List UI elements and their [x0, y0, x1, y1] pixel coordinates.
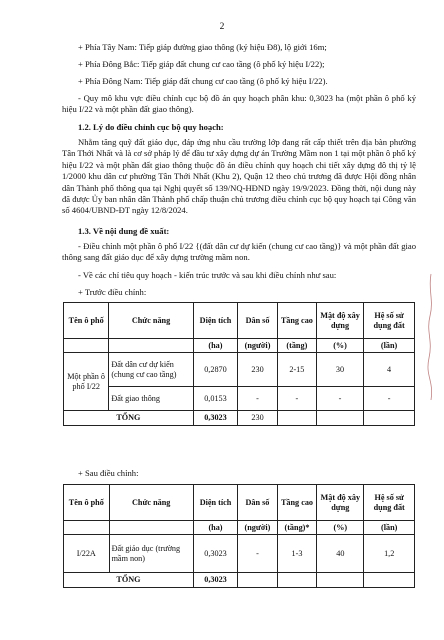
th-far: Hệ số sử dụng đất — [364, 485, 415, 521]
unit-far: (lần) — [364, 339, 415, 353]
cell-floors: 2-15 — [277, 353, 316, 387]
margin-signature-icon — [424, 270, 438, 420]
cell-block: I/22A — [64, 535, 110, 573]
table-total-row — [64, 573, 415, 588]
table-total-row — [64, 411, 415, 426]
cell-density: - — [316, 387, 363, 411]
cell-total-population: 230 — [238, 411, 278, 426]
cell-total-label: TỔNG — [64, 573, 194, 588]
boundary-southeast: + Phía Đông Nam: Tiếp giáp đất chung cư cao tầng (ô phố ký hiệu I/22). — [78, 76, 328, 86]
cell-floors: 1-3 — [277, 535, 316, 573]
cell-area: 0,0153 — [193, 387, 237, 411]
cell-area: 0,3023 — [193, 535, 237, 573]
unit-population: (người) — [238, 339, 278, 353]
unit-floors: (tầng) — [277, 339, 316, 353]
cell-block: Một phần ô phố I/22 — [64, 353, 109, 411]
cell-function: Đất giáo dục (trường mầm non) — [109, 535, 193, 573]
cell-population: 230 — [238, 353, 278, 387]
cell-far: 4 — [364, 353, 415, 387]
cell-far: - — [364, 387, 415, 411]
section-1-3-heading: 1.3. Về nội dung đề xuất: — [78, 226, 170, 236]
scale-paragraph: - Quy mô khu vực điều chỉnh cục bộ đồ án quy hoạch phân khu: 0,3023 ha (một phần ô phố ký hiệu I/22 và một phần đất giao thông). — [62, 93, 416, 115]
table-row — [64, 387, 415, 411]
criteria-paragraph: - Về các chỉ tiêu quy hoạch - kiến trúc trước và sau khi điều chỉnh như sau: — [78, 270, 337, 280]
cell-total-area: 0,3023 — [193, 411, 237, 426]
th-density: Mật độ xây dựng — [316, 303, 363, 339]
cell-density: 30 — [316, 353, 363, 387]
th-area: Diện tích — [193, 303, 237, 339]
th-population: Dân số — [238, 485, 278, 521]
th-population: Dân số — [238, 303, 278, 339]
th-function: Chức năng — [109, 303, 193, 339]
boundary-southwest: + Phía Tây Nam: Tiếp giáp đường giao thông (ký hiệu Đ8), lộ giới 16m; — [78, 42, 327, 52]
section-1-2-paragraph: Nhằm tăng quỹ đất giáo dục, đáp ứng nhu cầu trường lớp đang rất cấp thiết trên địa bàn phường Tân Thới Nhất và là cơ sở pháp lý để đầu tư xây dựng dự án Trường Mầm non 1 tại một phần ô phố ký hiệu I/22 và một phần đất giao thông thuộc đồ án điều chỉnh quy hoạch chi tiết xây dựng đô thị tỷ lệ 1/2000 khu dân cư phường Tân Thới Nhất (Khu 2), Quận 12 theo chủ trương đã được Hội đồng nhân dân Thành phố thông qua tại Nghị quyết số 139/NQ-HĐND ngày 19/9/2023. Đồng thời, nội dung này đã được Ủy ban nhân dân Thành phố chấp thuận chủ trương điều chỉnh cục bộ quy hoạch tại Công văn số 4604/UBND-ĐT ngày 12/8/2024. — [62, 137, 416, 216]
th-density: Mật độ xây dựng — [317, 485, 364, 521]
th-far: Hệ số sử dụng đất — [364, 303, 415, 339]
cell-function: Đất dân cư dự kiến (chung cư cao tầng) — [109, 353, 193, 387]
cell-population: - — [238, 387, 278, 411]
cell-area: 0,2870 — [193, 353, 237, 387]
after-label: + Sau điều chỉnh: — [78, 468, 139, 478]
table-before — [63, 302, 415, 426]
cell-total-area: 0,3023 — [193, 573, 237, 588]
unit-far: (lần) — [364, 521, 415, 535]
boundary-northeast: + Phía Đông Bắc: Tiếp giáp đất chung cư cao tầng (ô phố ký hiệu I/22); — [78, 59, 325, 69]
th-block: Tên ô phố — [64, 485, 110, 521]
th-area: Diện tích — [193, 485, 237, 521]
th-floors: Tầng cao — [277, 303, 316, 339]
th-floors: Tầng cao — [277, 485, 316, 521]
cell-density: 40 — [317, 535, 364, 573]
cell-far: 1,2 — [364, 535, 415, 573]
unit-population: (người) — [238, 521, 278, 535]
th-block: Tên ô phố — [64, 303, 109, 339]
proposal-paragraph: - Điều chỉnh một phần ô phố I/22 {(đất dân cư dự kiến (chung cư cao tầng)} và một phần đất giao thông sang đất giáo dục để xây dựng trường mầm non. — [62, 241, 416, 263]
table-row — [64, 353, 415, 387]
cell-population: - — [238, 535, 278, 573]
cell-total-label: TỔNG — [64, 411, 194, 426]
page-number: 2 — [219, 22, 225, 32]
unit-floors: (tầng)* — [277, 521, 316, 535]
unit-area: (ha) — [193, 339, 237, 353]
section-1-2-heading: 1.2. Lý do điều chỉnh cục bộ quy hoạch: — [78, 122, 224, 132]
before-label: + Trước điều chỉnh: — [78, 287, 147, 297]
unit-area: (ha) — [193, 521, 237, 535]
unit-density: (%) — [316, 339, 363, 353]
th-function: Chức năng — [109, 485, 193, 521]
table-after — [63, 484, 415, 588]
unit-density: (%) — [317, 521, 364, 535]
cell-function: Đất giao thông — [109, 387, 193, 411]
table-row — [64, 535, 415, 573]
cell-floors: - — [277, 387, 316, 411]
